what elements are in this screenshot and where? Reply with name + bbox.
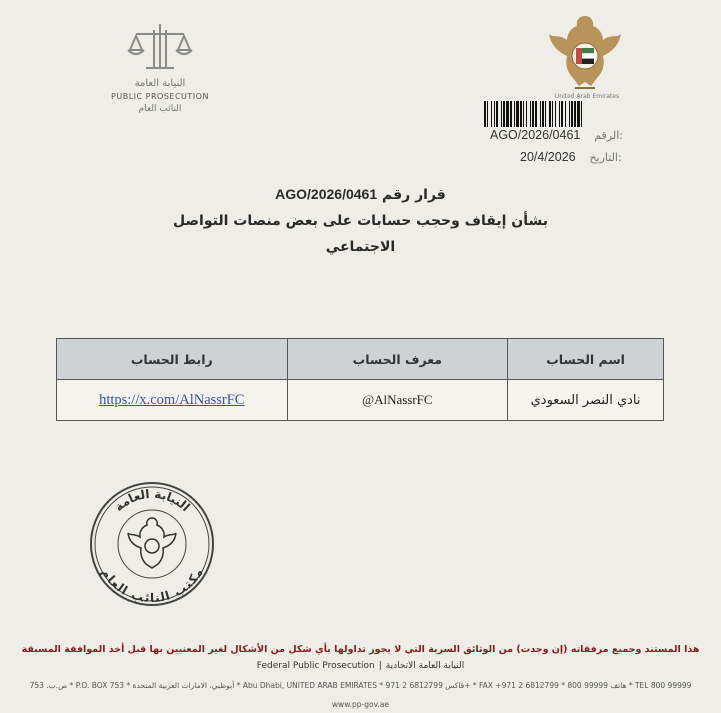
scales-of-justice-icon: [110, 20, 210, 78]
decision-title-prefix: قرار رقم: [382, 187, 446, 203]
footer-org-english: Federal Public Prosecution: [256, 661, 375, 671]
accounts-table: [56, 338, 664, 421]
emblem-caption: United Arab Emirates: [554, 93, 620, 100]
uae-emblem: [545, 12, 625, 94]
cell-account-name: نادي النصر السعودي: [508, 380, 664, 421]
reference-date-row: [520, 150, 622, 164]
decision-subject-continued: الاجتماعي: [325, 239, 396, 255]
footer-organization: Federal Public Prosecution | النيابة العامة الاتحادية: [256, 661, 465, 671]
cell-account-handle: @AlNassrFC: [287, 380, 508, 421]
stamp-bottom-text: مكتب النائب العام: [98, 565, 206, 606]
reference-date-label: التاريخ:: [589, 151, 622, 164]
stamp-top-text: النيابة العامة: [111, 486, 193, 515]
logo-english-title: PUBLIC PROSECUTION: [111, 92, 209, 101]
decision-title: [0, 186, 721, 203]
svg-text:مكتب النائب العام: [98, 566, 206, 605]
falcon-emblem-icon: [545, 12, 625, 94]
header-account-link: رابط الحساب: [57, 339, 288, 380]
account-link[interactable]: https://x.com/AlNassrFC: [99, 391, 245, 408]
official-stamp: [88, 480, 216, 608]
reference-number-value: AGO/2026/0461: [490, 128, 581, 142]
table-row: [57, 380, 664, 421]
footer-contact-line: ص.ب. 753 * P.O. BOX 753 * أبوظبي، الامارات العربية المتحدة * Abu Dhabi, UNITED ARAB EMIRATES * فاكس 6812799 2 971+ * FAX +971 2 6812799 * هاتف 99999 800 * TEL 800 99999: [29, 681, 692, 690]
public-prosecution-logo: [95, 20, 225, 120]
header-account-handle: معرف الحساب: [287, 339, 508, 380]
barcode: [482, 101, 664, 127]
footer-website: www.pp-gov.ae: [331, 700, 390, 709]
reference-date-value: 20/4/2026: [520, 150, 576, 164]
logo-arabic-title: النيابة العامة: [134, 78, 186, 89]
decision-subject: بشأن إيقاف وحجب حسابات على بعض منصات التواصل: [173, 213, 548, 229]
cell-account-link: [57, 380, 288, 421]
footer-org-arabic: النيابة العامة الاتحادية: [385, 661, 465, 671]
reference-number-label: الرقم:: [594, 129, 623, 142]
reference-number-row: [490, 128, 623, 142]
table-header-row: [57, 339, 664, 380]
decision-number: AGO/2026/0461: [275, 186, 378, 202]
stamp-falcon-icon: [128, 518, 176, 568]
confidentiality-notice: هذا المستند وجميع مرفقاته (إن وجدت) من الوثائق السرية التي لا يجوز تداولها بأي شكل من الأشكال لغير المعنيين بها قبل أخذ الموافقة المسبقة: [21, 644, 700, 655]
header-account-name: اسم الحساب: [508, 339, 664, 380]
logo-arabic-subtitle: النائب العام: [138, 104, 182, 114]
